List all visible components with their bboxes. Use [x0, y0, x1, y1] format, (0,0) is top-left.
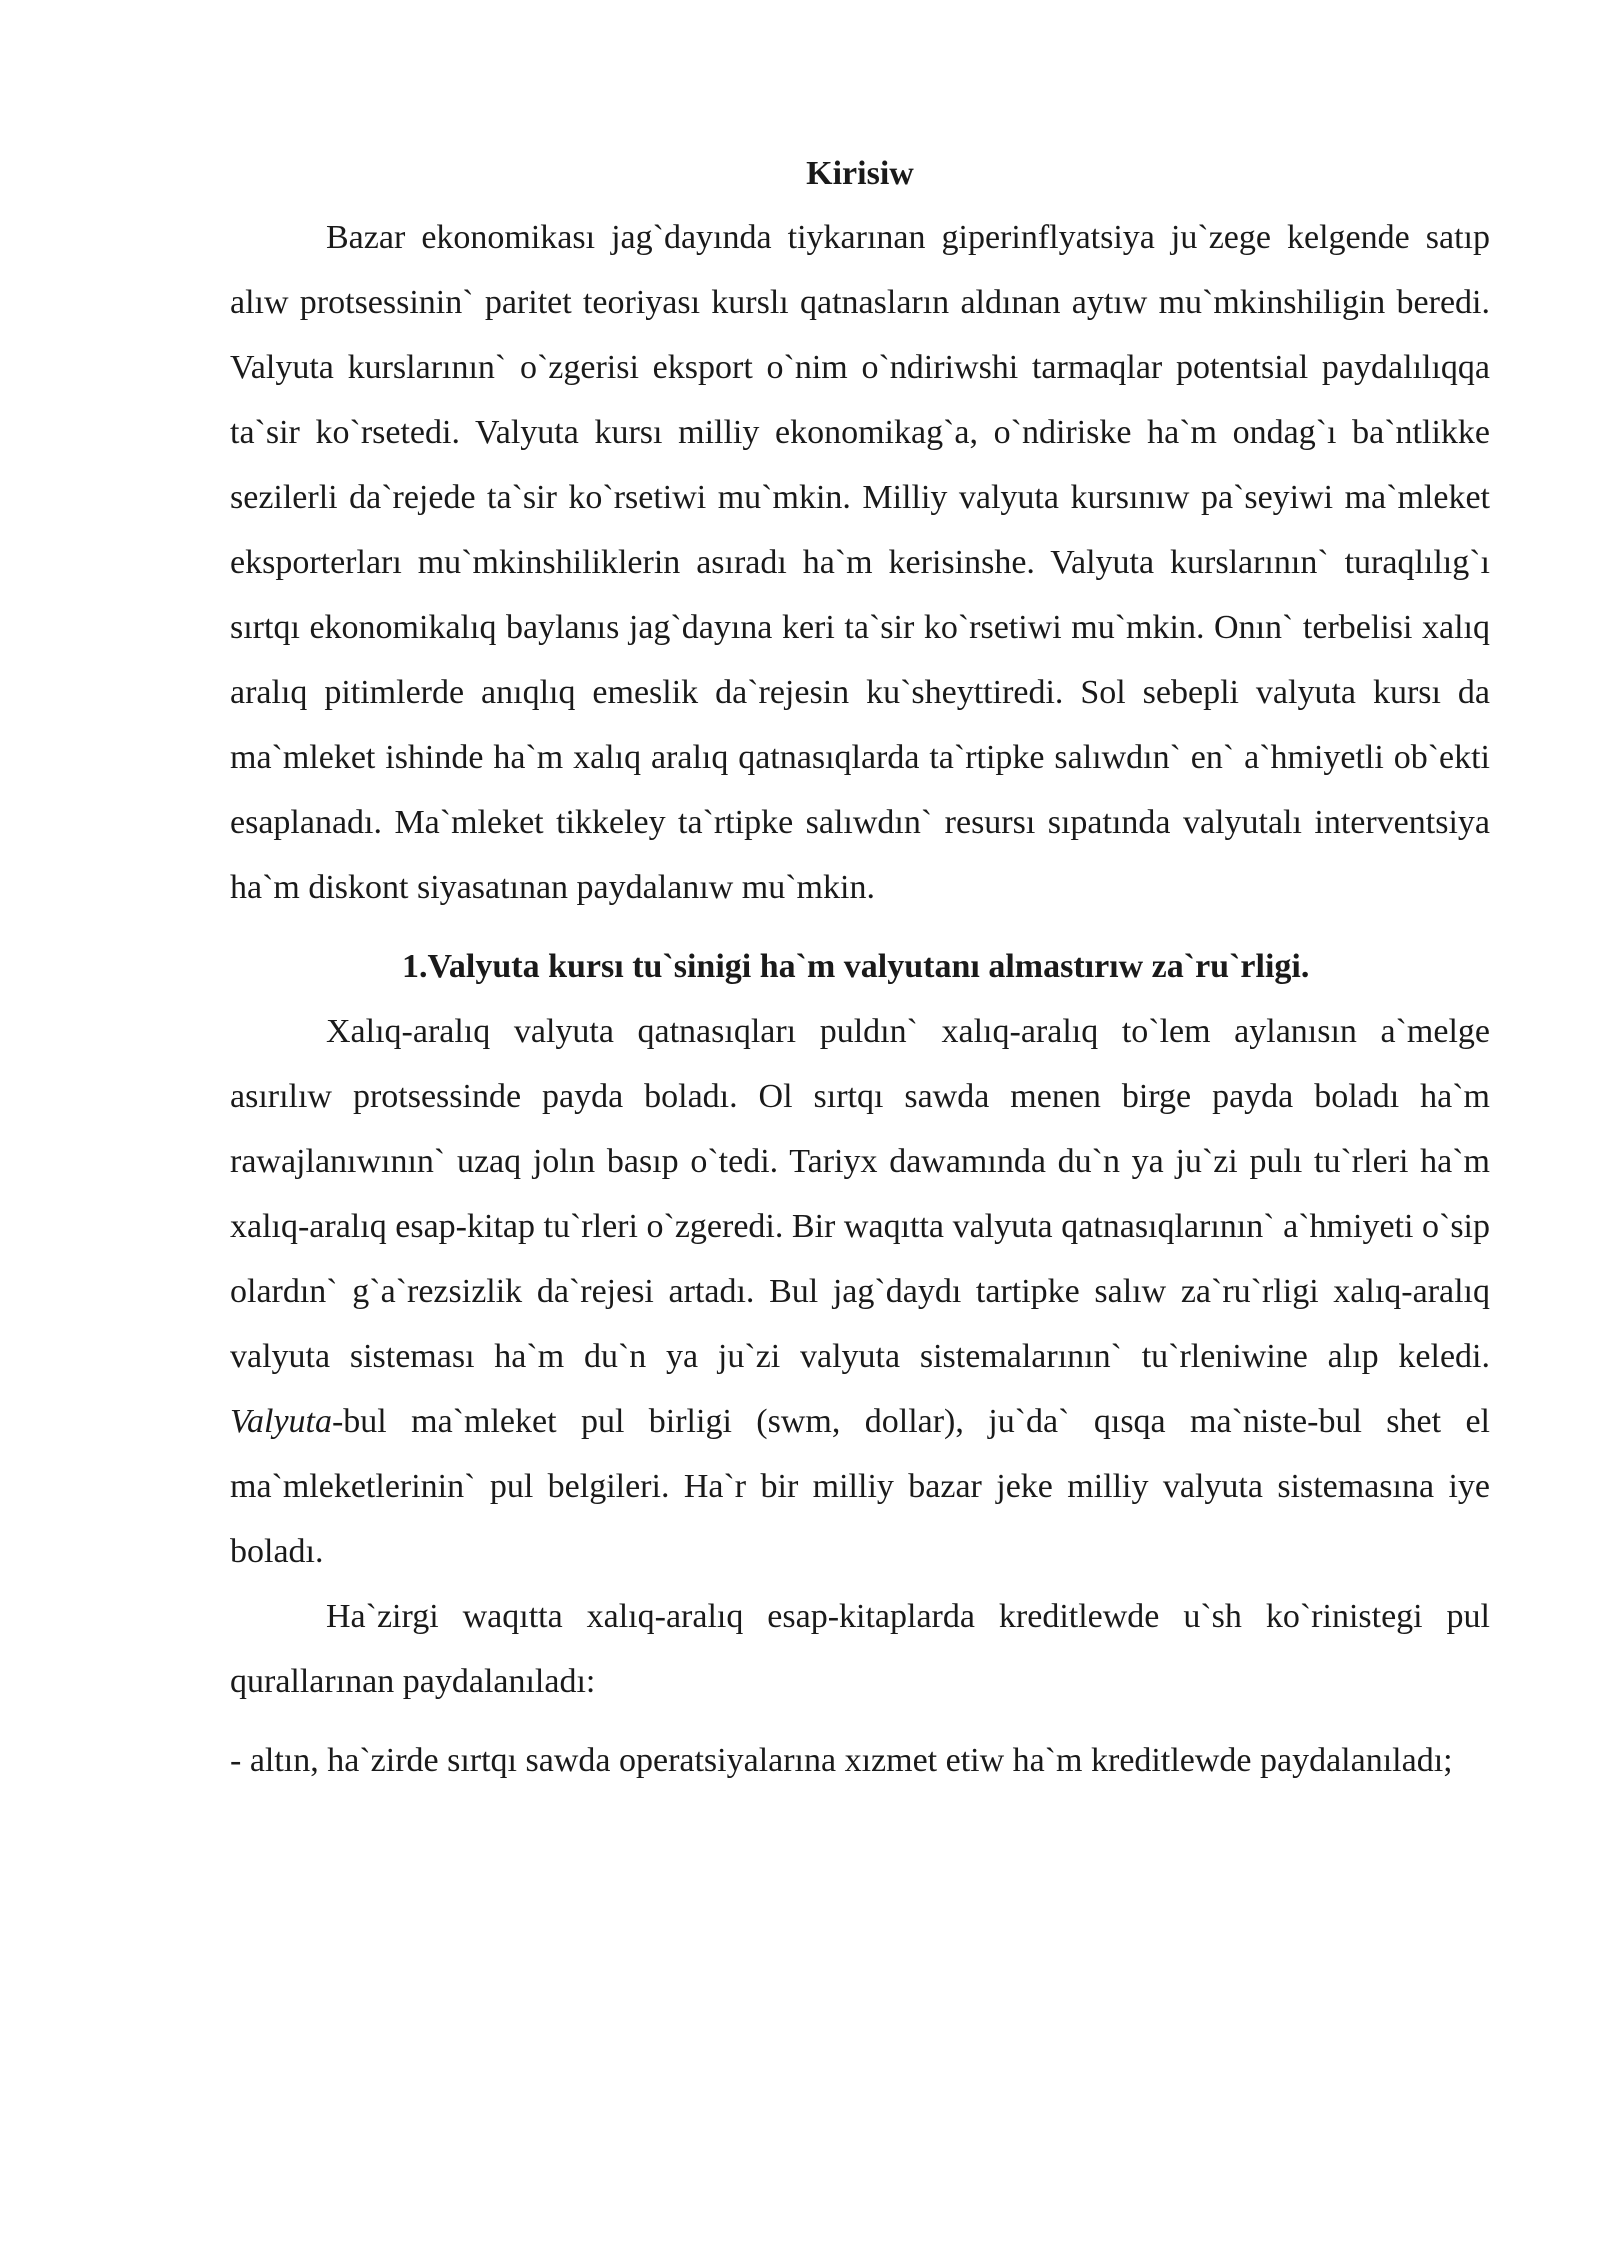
document-body: [230, 143, 1490, 1793]
section-1-paragraph-1: [230, 999, 1490, 1584]
intro-paragraph: Bazar ekonomikası jag`dayında tiykarınan giperinflyatsiya ju`zege kelgende satıp alıw protsessinin` paritet teoriyası kurslı qatnasların aldınan aytıw mu`mkinshiligin beredi. Valyuta kurslarının` o`zgerisi eksport o`nim o`ndiriwshi tarmaqlar potentsial paydalılıqqa ta`sir ko`rsetedi. Valyuta kursı milliy ekonomikag`a, o`ndiriske ha`m ondag`ı ba`ntlikke sezilerli da`rejede ta`sir ko`rsetiwi mu`mkin. Milliy valyuta kursınıw pa`seyiwi ma`mleket eksporterları mu`mkinshiliklerin asıradı ha`m kerisinshe. Valyuta kurslarının` turaqlılıg`ı sırtqı ekonomikalıq baylanıs jag`dayına keri ta`sir ko`rsetiwi mu`mkin. Onın` terbelisi xalıq aralıq pitimlerde anıqlıq emeslik da`rejesin ku`sheyttiredi. Sol sebepli valyuta kursı da ma`mleket ishinde ha`m xalıq aralıq qatnasıqlarda ta`rtipke salıwdın` en` a`hmiyetli ob`ekti esaplanadı. Ma`mleket tikkeley ta`rtipke salıwdın` resursı sıpatında valyutalı interventsiya ha`m diskont siyasatınan paydalanıw mu`mkin.: [230, 219, 1490, 906]
intro-title: Kirisiw: [806, 155, 914, 192]
valyuta-term: Valyuta: [230, 1403, 332, 1440]
section-1-paragraph-2: Ha`zirgi waqıtta xalıq-aralıq esap-kitaplarda kreditlewde u`sh ko`rinistegi pul qurallarınan paydalanıladı:: [230, 1598, 1490, 1700]
section-1-paragraph-1-text-b: -bul ma`mleket pul birligi (swm, dollar), ju`da` qısqa ma`niste-bul shet el ma`mleketlerinin` pul belgileri. Ha`r bir milliy bazar jeke milliy valyuta sistemasına iye boladı.: [230, 1403, 1490, 1570]
section-1-paragraph-1-text-a: Xalıq-aralıq valyuta qatnasıqları puldın` xalıq-aralıq to`lem aylanısın a`melge asırılıw protsessinde payda boladı. Ol sırtqı sawda menen birge payda boladı ha`m rawajlanıwının` uzaq jolın basıp o`tedi. Tariyx dawamında du`n ya ju`zi pulı tu`rleri ha`m xalıq-aralıq esap-kitap tu`rleri o`zgeredi. Bir waqıtta valyuta qatnasıqlarının` a`hmiyeti o`sip olardın` g`a`rezsizlik da`rejesi artadı. Bul jag`daydı tartipke salıw za`ru`rligi xalıq-aralıq valyuta sisteması ha`m du`n ya ju`zi valyuta sistemalarının` tu`rleniwine alıp keledi.: [230, 1013, 1490, 1375]
section-1-title: 1.Valyuta kursı tu`sinigi ha`m valyutanı almastırıw za`ru`rligi.: [402, 948, 1310, 985]
bullet-item-gold: - altın, ha`zirde sırtqı sawda operatsiyalarına xızmet etiw ha`m kreditlewde paydalanıladı;: [230, 1742, 1453, 1779]
